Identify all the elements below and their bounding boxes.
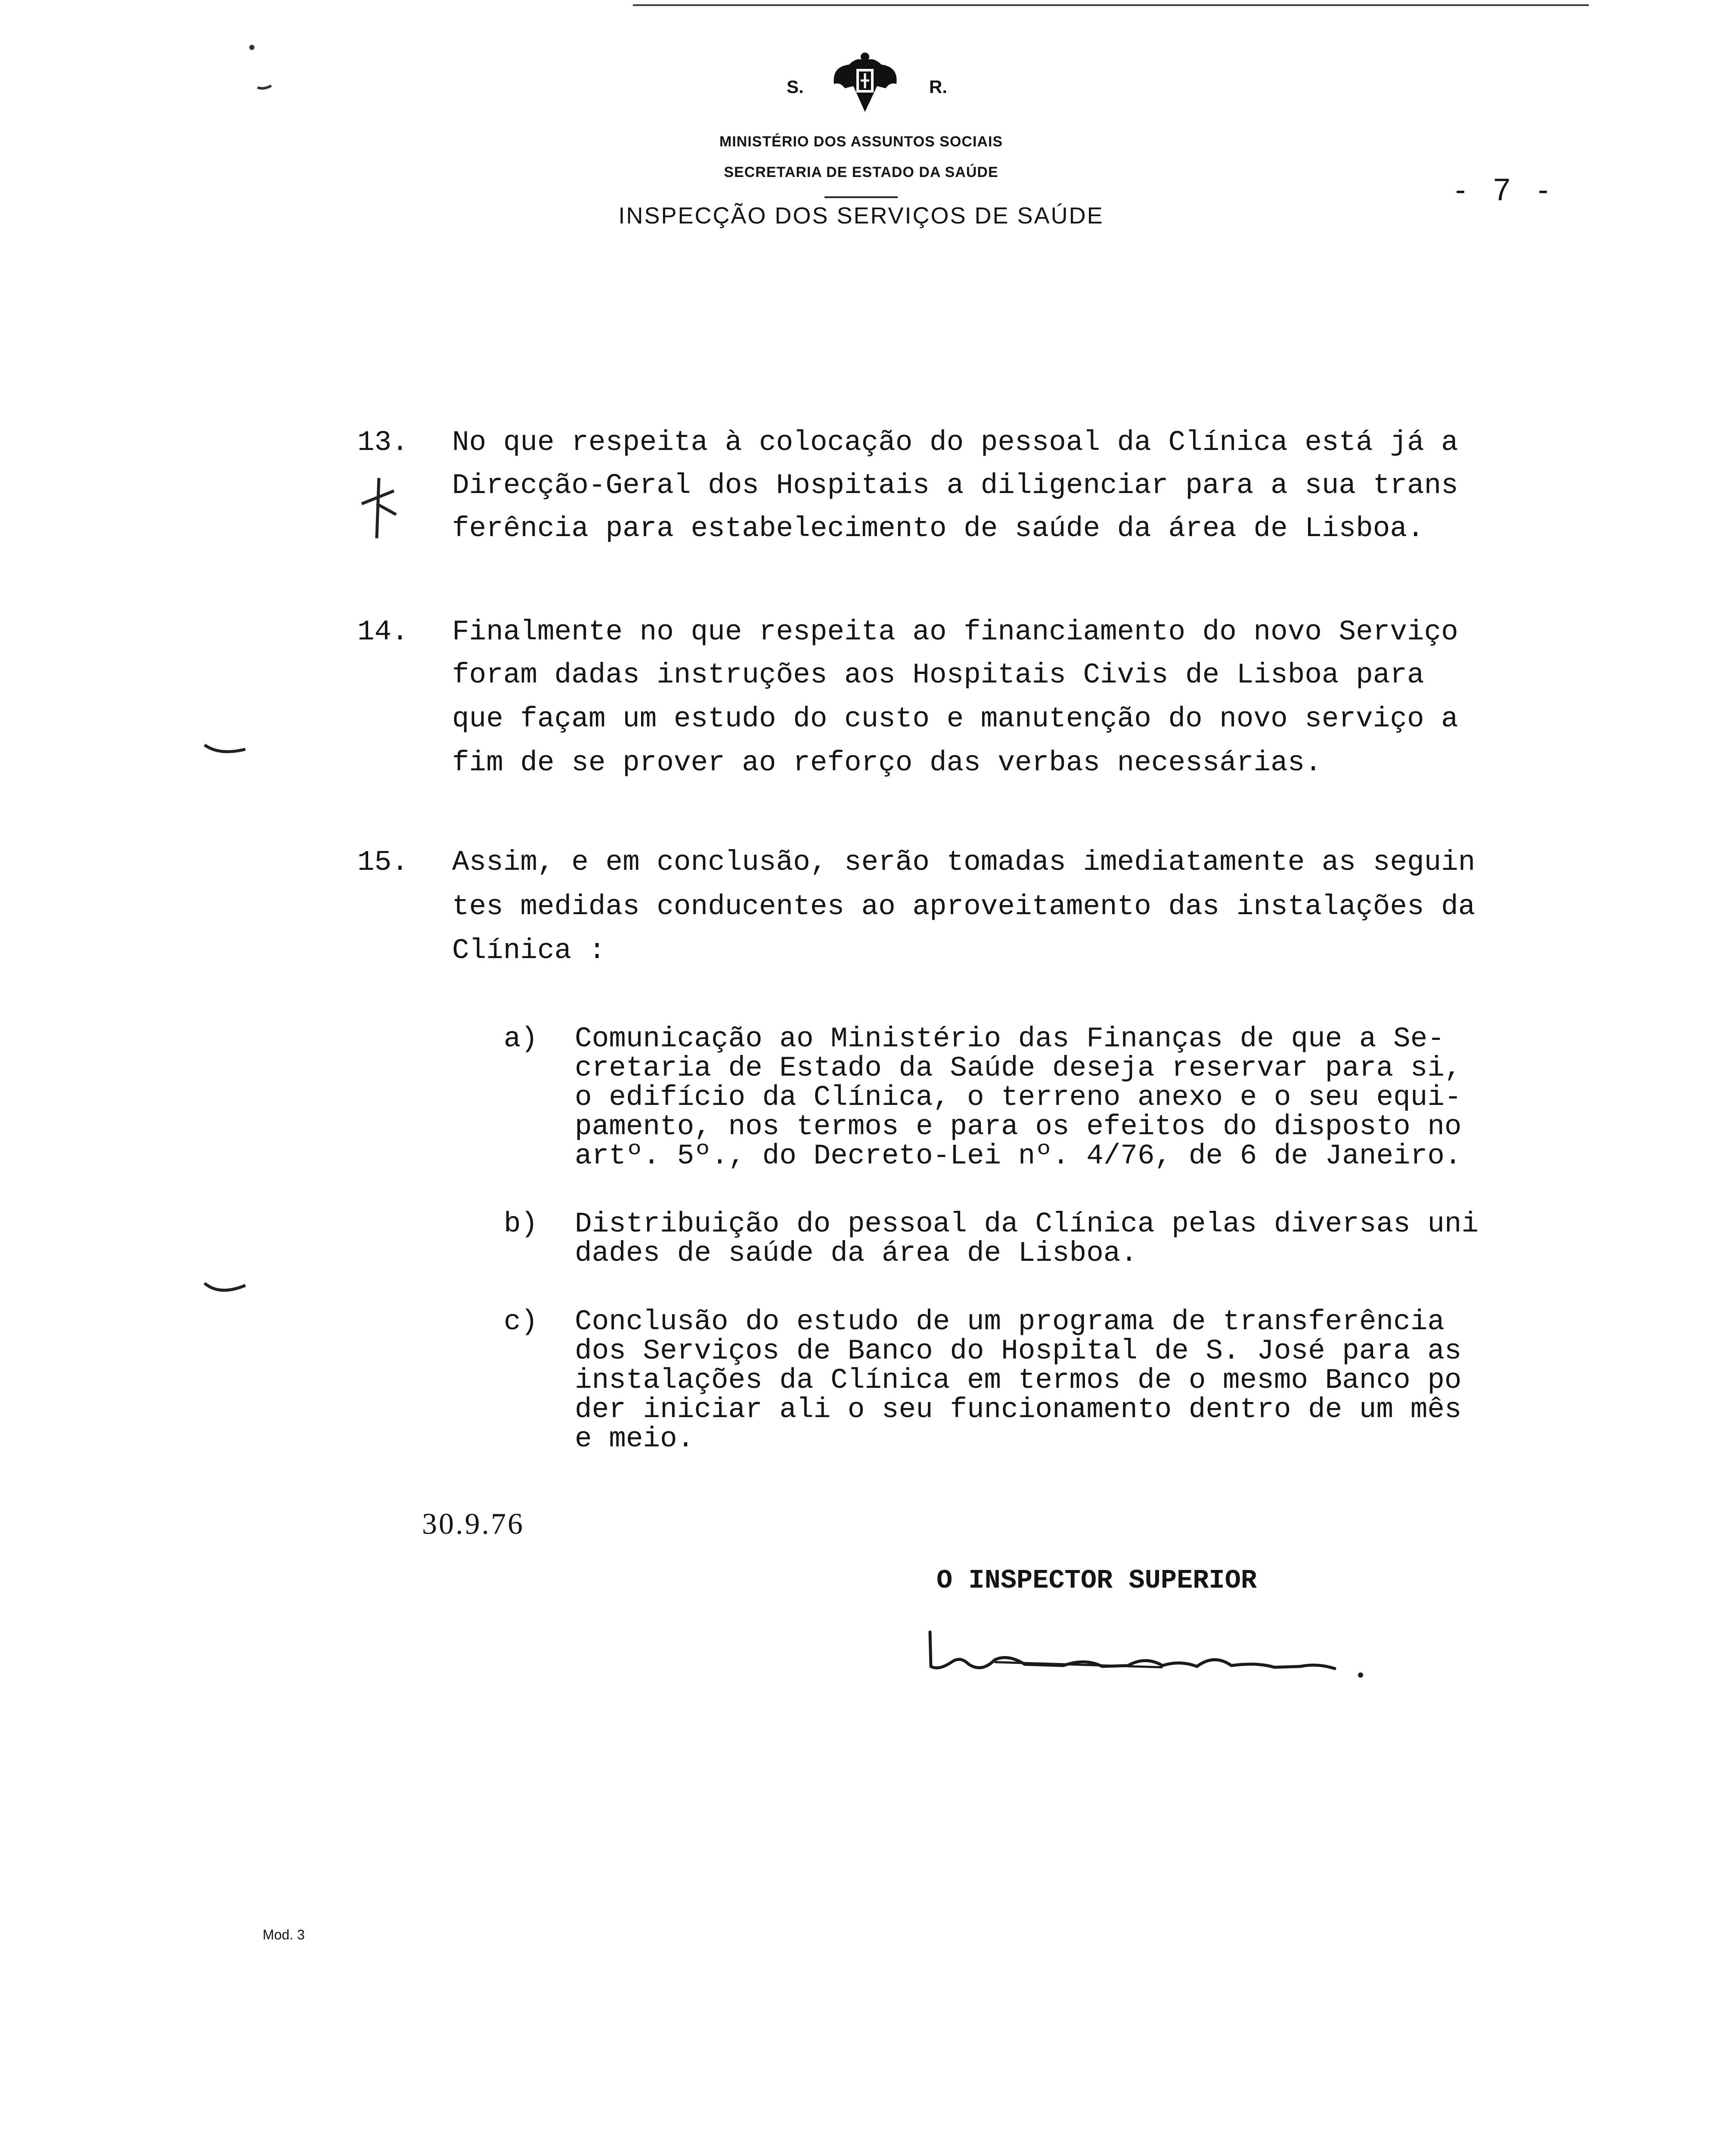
measure-label: b) [504,1208,538,1240]
measure-label: a) [504,1023,538,1055]
paragraph-line: tes medidas conducentes ao aproveitamento das instalações da [452,890,1476,923]
measure-line: Comunicação ao Ministério das Finanças de que a Se- [575,1023,1445,1055]
paragraph-line: foram dadas instruções aos Hospitais Civis de Lisboa para [452,659,1424,691]
measure-line: dos Serviços de Banco do Hospital de S. José para as [575,1335,1462,1367]
handwritten-signature [921,1615,1395,1688]
measure-line: o edifício da Clínica, o terreno anexo e o seu equi- [575,1081,1462,1114]
ministry-name: MINISTÉRIO DOS ASSUNTOS SOCIAIS [719,133,1003,150]
paragraph-line: Assim, e em conclusão, serão tomadas imediatamente as seguin [452,846,1476,878]
signer-title: O INSPECTOR SUPERIOR [936,1565,1257,1596]
page-number: - 7 - [1455,173,1558,207]
letterhead-initial-right: R. [929,77,947,97]
measure-line: der iniciar ali o seu funcionamento dentro de um mês [575,1393,1462,1426]
paragraph-number: 13. [357,426,409,459]
measure-line: e meio. [575,1423,694,1455]
measure-line: Conclusão do estudo de um programa de transferência [575,1306,1445,1338]
letterhead-divider [825,196,898,198]
paragraph-line: fim de se prover ao reforço das verbas necessárias. [452,747,1322,779]
emblem-row [560,52,1162,133]
measure-label: c) [504,1306,538,1338]
paragraph-number: 14. [357,616,409,648]
letterhead [560,52,1162,198]
coat-of-arms-icon [825,52,905,116]
paragraph-line: Clínica : [452,934,606,967]
margin-tick-mark [202,1279,250,1305]
measure-line: pamento, nos termos e para os efeitos do disposto no [575,1111,1462,1143]
paragraph-line: ferência para estabelecimento de saúde da área de Lisboa. [452,512,1424,545]
measure-line: artº. 5º., do Decreto-Lei nº. 4/76, de 6 de Janeiro. [575,1140,1462,1172]
document-date: 30.9.76 [422,1508,524,1541]
measure-line: instalações da Clínica em termos de o mesmo Banco po [575,1364,1462,1396]
margin-tick-mark [202,741,250,766]
paragraph-line: que façam um estudo do custo e manutenção do novo serviço a [452,703,1458,735]
measure-line: Distribuição do pessoal da Clínica pelas diversas uni [575,1208,1479,1240]
letterhead-initial-left: S. [787,77,804,97]
paragraph-line: Finalmente no que respeita ao financiamento do novo Serviço [452,616,1458,648]
secretaria-name: SECRETARIA DE ESTADO DA SAÚDE [724,164,998,180]
measure-line: cretaria de Estado da Saúde deseja reservar para si, [575,1052,1462,1084]
department-name: INSPECÇÃO DOS SERVIÇOS DE SAÚDE [618,203,1104,229]
measure-line: dades de saúde da área de Lisboa. [575,1237,1138,1269]
margin-dot-mark [245,41,258,54]
paragraph-line: No que respeita à colocação do pessoal da Clínica está já a [452,426,1458,459]
paragraph-number: 15. [357,846,409,878]
margin-cross-mark [353,474,400,547]
form-model-number: Mod. 3 [263,1927,305,1942]
top-border-line [633,4,1589,6]
margin-dash-mark [254,80,276,93]
paragraph-line: Direcção-Geral dos Hospitais a diligenciar para a sua trans [452,469,1458,502]
